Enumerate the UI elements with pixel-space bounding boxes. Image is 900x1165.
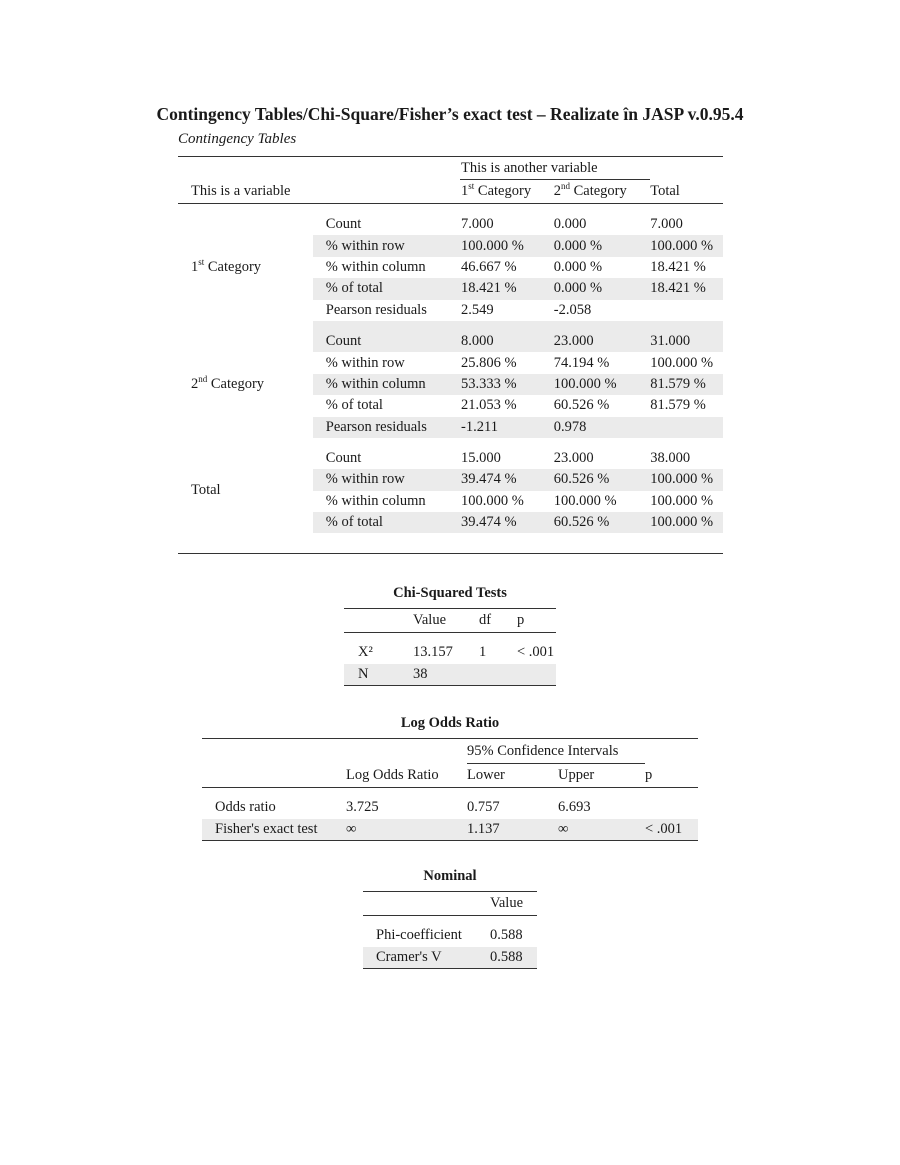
cell: 38 [413,664,479,686]
cell: 39.474 % [460,512,554,533]
stat-label: % of total [325,397,383,414]
cell: 2.549 [461,301,494,318]
col-variable-header: This is another variable [460,157,650,180]
cell: 7.000 [461,216,494,233]
stat-label: Count [313,331,460,352]
cell: 53.333 % [460,374,554,395]
stat-label: % within row [313,469,460,490]
contingency-caption: Contingency Tables [178,131,297,147]
header-cell [202,764,346,788]
row-label: Odds ratio [215,799,276,816]
cell: 0.978 [554,417,651,438]
cell: 60.526 % [554,469,651,490]
cell: 100.000 % [650,354,714,371]
header-cell: Value [490,892,537,916]
cell: 81.579 % [650,397,706,414]
cell [650,417,723,438]
chi-squared-title: Chi-Squared Tests [393,585,507,601]
row-label: Phi-coefficient [376,927,462,944]
cell: 21.053 % [461,397,517,414]
header-cell: p [517,609,556,633]
stat-label: % of total [313,512,460,533]
cell: 8.000 [460,331,554,352]
group-label: Total [191,482,221,499]
stat-label: Count [325,216,362,233]
cell: 100.000 % [461,492,524,509]
cell: 100.000 % [553,492,617,509]
header-cell: Log Odds Ratio [346,764,467,788]
cell: 100.000 % [554,374,651,395]
header-cell [363,892,490,916]
cell [479,664,517,686]
group-label: 1st Category [191,257,262,275]
group-label: 2nd Category [191,374,265,392]
header-cell [344,609,413,633]
header-cell: Lower [467,764,558,788]
cell: 60.526 % [553,397,610,414]
stat-label: % within column [325,492,426,509]
contingency-table [178,156,723,554]
cell: 6.693 [558,799,591,816]
stat-label: % within column [325,258,426,275]
cell: 18.421 % [650,258,706,275]
chi-squared-table [344,608,556,686]
cell: 100.000 % [650,492,714,509]
cell: 0.757 [467,799,500,816]
cell [645,797,698,819]
cell: 15.000 [461,450,501,467]
cell: 81.579 % [650,374,723,395]
stat-label: Pearson residuals [325,301,427,318]
cell: 38.000 [650,450,691,467]
cell: 46.667 % [461,258,517,275]
cell: 18.421 % [460,278,554,299]
cell: 0.000 % [553,258,603,275]
stat-label: % within row [325,354,405,371]
header-cell: p [645,764,698,788]
col-header-1: 1st Category [460,180,554,204]
cell: 7.000 [650,216,683,233]
page-title: Contingency Tables/Chi-Square/Fisher’s exact test – Realizate în JASP v.0.95.4 [156,104,744,124]
cell: 0.588 [490,947,537,969]
cell: 100.000 % [460,235,554,256]
log-odds-table [202,738,698,841]
cell: 0.588 [490,927,523,944]
cell: 60.526 % [554,512,651,533]
row-label: X² [358,644,373,661]
cell: 0.000 % [554,235,651,256]
row-label: N [344,664,413,686]
row-label: Fisher's exact test [202,819,346,841]
cell: 39.474 % [460,469,554,490]
cell: 0.000 [553,216,587,233]
cell: 1 [479,644,487,661]
cell: 18.421 % [650,278,723,299]
log-odds-title: Log Odds Ratio [400,715,500,731]
stat-label: % within row [313,235,460,256]
cell: ∞ [346,819,467,841]
cell [517,664,556,686]
header-cell: Value [413,609,479,633]
cell: 25.806 % [461,354,517,371]
cell: < .001 [645,819,698,841]
stat-label: % within column [313,374,460,395]
cell: ∞ [558,819,645,841]
stat-label: Count [325,450,362,467]
cell: 3.725 [346,799,379,816]
header-cell: Upper [558,764,645,788]
row-variable-header: This is a variable [178,180,313,204]
nominal-table [363,891,537,969]
header-cell: df [479,609,517,633]
cell: 100.000 % [650,512,723,533]
cell: 74.194 % [553,354,610,371]
cell: < .001 [517,644,555,661]
row-label: Cramer's V [363,947,490,969]
cell: 0.000 % [554,278,651,299]
cell: 31.000 [650,331,723,352]
col-header-total: Total [650,180,723,204]
cell: 23.000 [554,331,651,352]
stat-label: Pearson residuals [313,417,460,438]
cell: 100.000 % [650,235,723,256]
ci-header: 95% Confidence Intervals [467,739,645,764]
cell: 23.000 [553,450,594,467]
cell: 100.000 % [650,469,723,490]
cell: 13.157 [413,644,453,661]
stat-label: % of total [313,278,460,299]
cell [650,300,723,321]
cell: -1.211 [460,417,554,438]
col-header-2: 2nd Category [554,180,651,204]
cell: -2.058 [553,301,592,318]
nominal-title: Nominal [423,868,477,884]
cell: 1.137 [467,819,558,841]
